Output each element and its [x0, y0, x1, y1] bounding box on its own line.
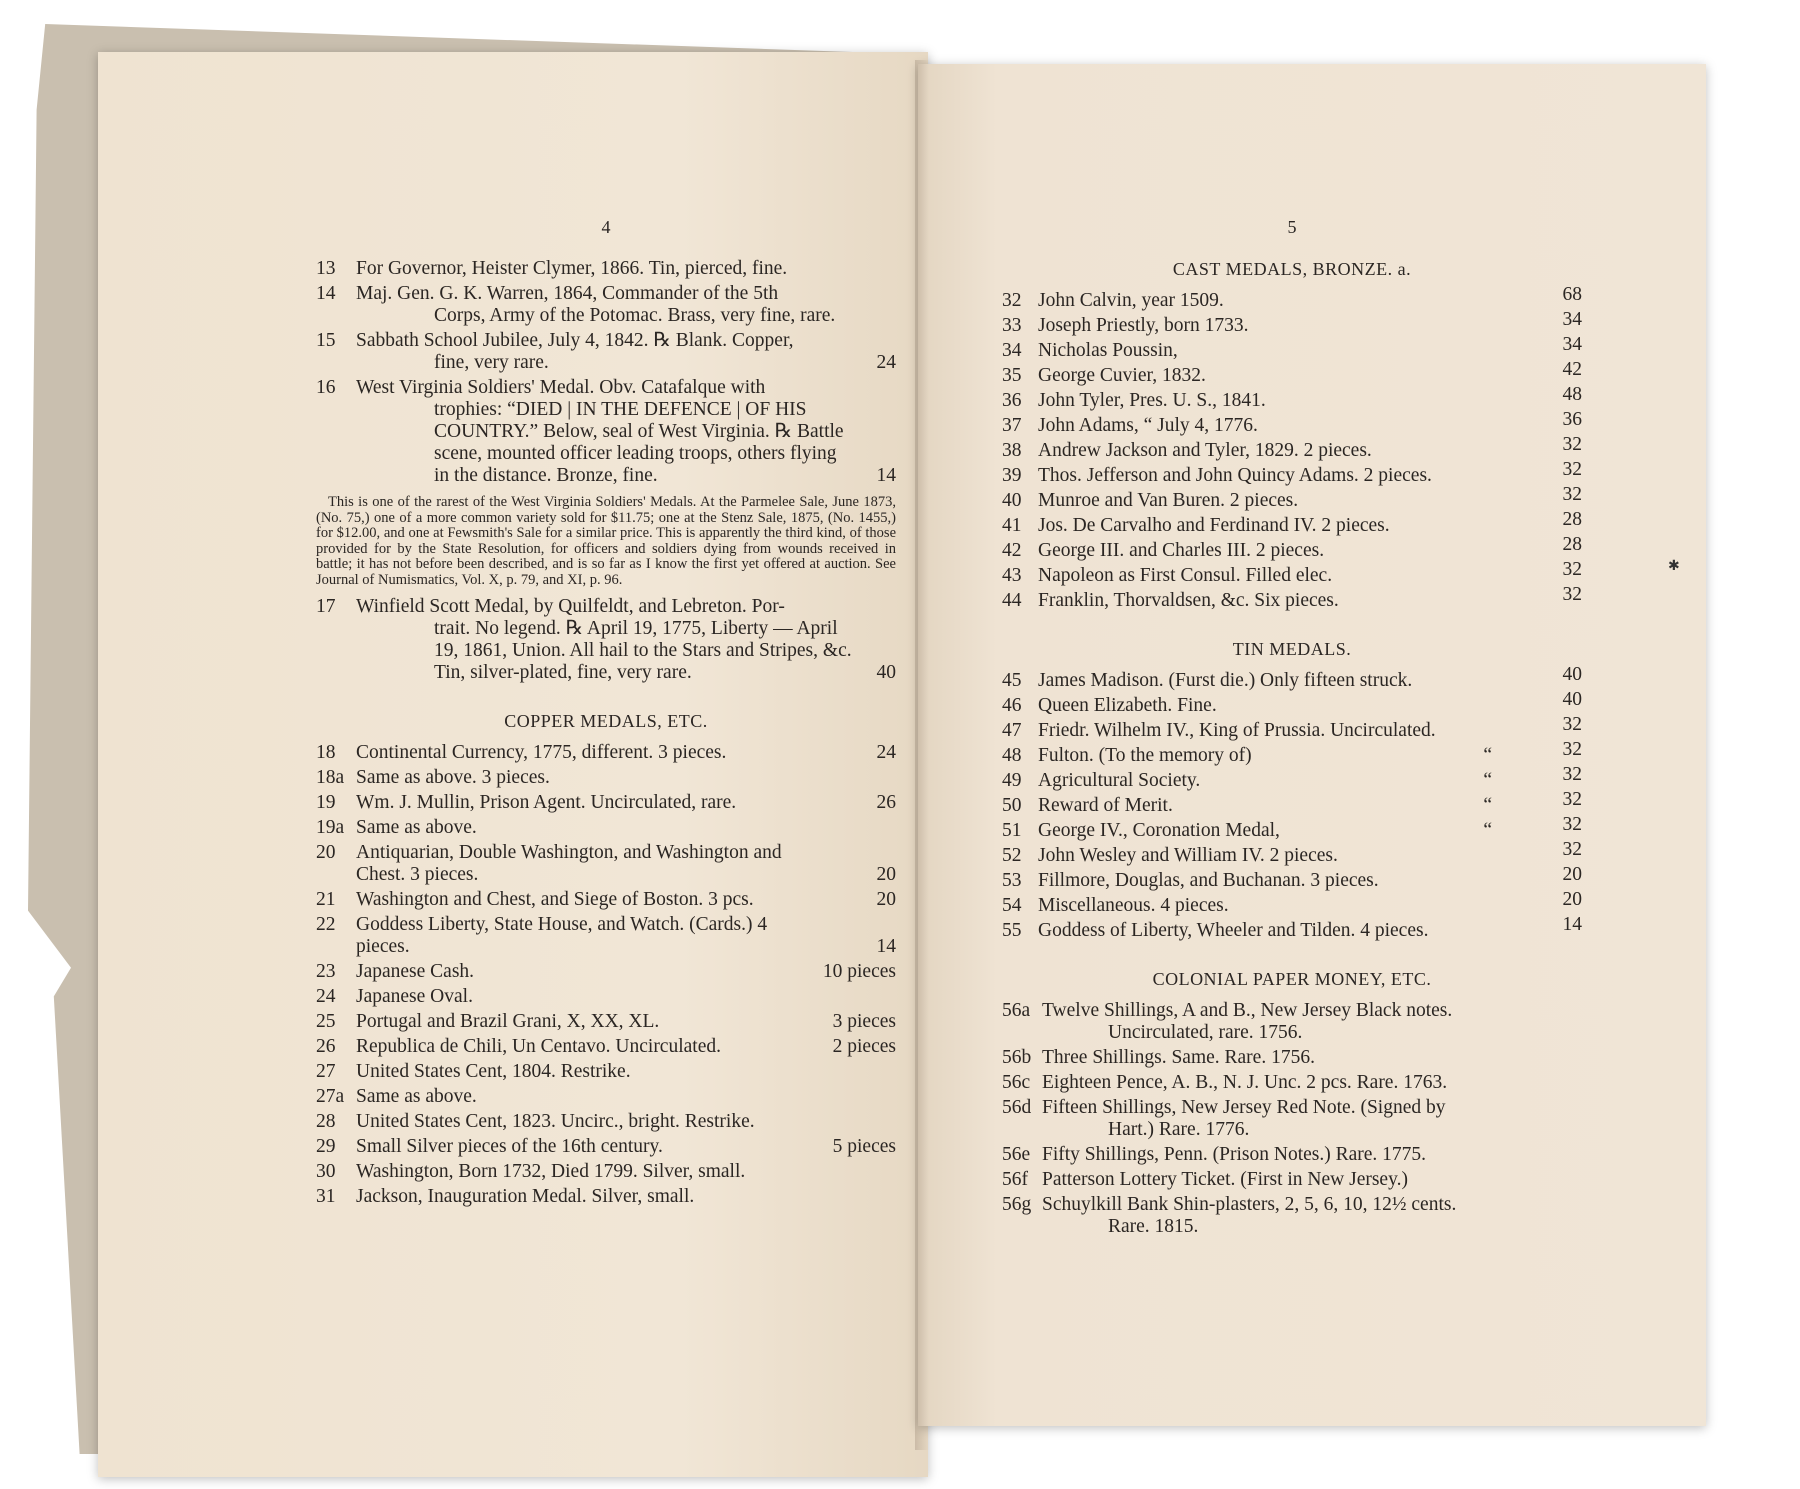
lot-entry [316, 767, 896, 789]
lot-entry [1002, 1169, 1582, 1191]
lot-number: 44 [1002, 590, 1022, 611]
lot-description: Eighteen Pence, A. B., N. J. Unc. 2 pcs. Rare. 1763. [1042, 1072, 1448, 1093]
lot-description: George III. and Charles III. 2 pieces. [1038, 540, 1325, 561]
lot-description: United States Cent, 1804. Restrike. [356, 1061, 631, 1082]
tin-medals-list [1002, 664, 1582, 942]
lot-number: 40 [1002, 490, 1022, 511]
lot-description: George Cuvier, 1832. [1038, 365, 1206, 386]
lot-price: 32 [1562, 739, 1582, 760]
lot-entry [316, 914, 896, 958]
lot-price: 34 [1562, 334, 1582, 355]
lot-number: 56f [1002, 1169, 1028, 1190]
lot-number: 46 [1002, 695, 1022, 716]
lot-number: 56c [1002, 1072, 1031, 1093]
lot-entry [1002, 1072, 1582, 1094]
lot-description: Twelve Shillings, A and B., New Jersey Black notes. [1042, 1000, 1453, 1021]
lot-description: Winfield Scott Medal, by Quilfeldt, and Lebreton. Por- [356, 596, 785, 617]
lot-description-cont: Corps, Army of the Potomac. Brass, very fine, rare. [434, 305, 836, 326]
lot-entry [1002, 664, 1582, 692]
lot-entry [1002, 914, 1582, 942]
lot-number: 53 [1002, 870, 1022, 891]
lot-description: Queen Elizabeth. Fine. [1038, 695, 1217, 716]
lot-entry [316, 792, 896, 814]
ditto-mark: “ [1483, 795, 1492, 816]
lot-entry [1002, 1097, 1582, 1141]
lot-price: 26 [876, 792, 896, 813]
lot-number: 49 [1002, 770, 1022, 791]
page-number: 4 [601, 217, 611, 237]
ditto-mark: “ [1483, 820, 1492, 841]
lot-description: Republica de Chili, Un Centavo. Uncirculated. [356, 1036, 721, 1057]
lot-number: 48 [1002, 745, 1022, 766]
lot-description: Fifteen Shillings, New Jersey Red Note. (Signed by [1042, 1097, 1446, 1118]
lot-price: 5 pieces [832, 1136, 896, 1157]
lot-number: 17 [316, 596, 336, 617]
lot-number: 32 [1002, 290, 1022, 311]
ditto-mark: “ [1483, 745, 1492, 766]
lot-description: Jackson, Inauguration Medal. Silver, small. [356, 1186, 695, 1207]
lot-price: 20 [1562, 889, 1582, 910]
lot-description: Fifty Shillings, Penn. (Prison Notes.) Rare. 1775. [1042, 1144, 1427, 1165]
lot-description: For Governor, Heister Clymer, 1866. Tin, pierced, fine. [356, 258, 788, 279]
lot-description: Munroe and Van Buren. 2 pieces. [1038, 490, 1299, 511]
lot-price: 32 [1562, 839, 1582, 860]
lot-price: 14 [1562, 914, 1582, 935]
lot-description: Franklin, Thorvaldsen, &c. Six pieces. [1038, 590, 1339, 611]
lot-description: Japanese Oval. [356, 986, 473, 1007]
lot-price: 32 [1562, 584, 1582, 605]
lot-number: 18a [316, 767, 345, 788]
lot-entry [1002, 359, 1582, 387]
colonial-paper-money-list [1002, 1000, 1582, 1238]
lot-price: 40 [1562, 689, 1582, 710]
lot-price: 10 pieces [822, 961, 896, 982]
right-page-text [1002, 216, 1582, 1241]
lot-entry [1002, 1000, 1582, 1044]
lot-description-cont: fine, very rare. [434, 352, 549, 373]
section-heading: COLONIAL PAPER MONEY, ETC. [1152, 969, 1432, 989]
lot-price: 2 pieces [832, 1036, 896, 1057]
lot-number: 50 [1002, 795, 1022, 816]
lot-description: Thos. Jefferson and John Quincy Adams. 2 pieces. [1038, 465, 1432, 486]
lot-number: 25 [316, 1011, 336, 1032]
lot-description: Nicholas Poussin, [1038, 340, 1178, 361]
lot-description: Washington and Chest, and Siege of Boston. 3 pcs. [356, 889, 754, 910]
lot-price: 28 [1562, 534, 1582, 555]
book-gutter [915, 60, 929, 1450]
lot-number: 30 [316, 1161, 336, 1182]
lot-description: Three Shillings. Same. Rare. 1756. [1042, 1047, 1315, 1068]
ditto-mark: “ [1483, 770, 1492, 791]
lot-price: 32 [1562, 764, 1582, 785]
page-number: 5 [1287, 217, 1297, 237]
lot-entry [1002, 714, 1582, 742]
lot-price: 40 [1562, 664, 1582, 685]
lot-entry [316, 596, 896, 684]
lot-entry [1002, 864, 1582, 892]
lot-description: Jos. De Carvalho and Ferdinand IV. 2 pieces. [1038, 515, 1390, 536]
lot-entry [1002, 789, 1582, 817]
lot-description: Fulton. (To the memory of) [1038, 745, 1252, 766]
lot-price: 20 [876, 864, 896, 885]
lot-number: 24 [316, 986, 336, 1007]
lot-price: 32 [1562, 459, 1582, 480]
lot-price: 42 [1562, 359, 1582, 380]
lot-entry [1002, 584, 1582, 612]
lot-number: 19 [316, 792, 336, 813]
lot-price: 48 [1562, 384, 1582, 405]
lot-entry [1002, 1194, 1582, 1238]
lot-description: John Calvin, year 1509. [1038, 290, 1224, 311]
lot-entry [316, 258, 896, 280]
lot-description: George IV., Coronation Medal, [1038, 820, 1280, 841]
lot-entry [1002, 839, 1582, 867]
lot-entry [316, 1036, 896, 1058]
lot-description: Same as above. 3 pieces. [356, 767, 550, 788]
lot-description: Agricultural Society. [1038, 770, 1201, 791]
lot-number: 37 [1002, 415, 1022, 436]
lot-price: 68 [1562, 284, 1582, 305]
lot-entry [1002, 1047, 1582, 1069]
lot-entry [1002, 309, 1582, 337]
lot-number: 47 [1002, 720, 1022, 741]
lot-entry [1002, 384, 1582, 412]
lot-price: 14 [876, 465, 896, 486]
lot-price: 28 [1562, 509, 1582, 530]
lot-entry [316, 377, 896, 487]
lot-entry [1002, 889, 1582, 917]
lot-entry [1002, 689, 1582, 717]
lot-description: United States Cent, 1823. Uncirc., bright. Restrike. [356, 1111, 755, 1132]
lot-number: 23 [316, 961, 336, 982]
lot-entry [316, 961, 896, 983]
lot-number: 14 [316, 283, 336, 304]
lot-entry [1002, 434, 1582, 462]
lot-entry [1002, 509, 1582, 537]
lot-description-cont: trophies: “DIED | IN THE DEFENCE | OF HIS COUNTRY.” Below, seal of West Virginia. ℞ Battle scene, mounted officer leading troops, others flying in the distance. Bronze, fine. [434, 399, 844, 486]
lot-number: 22 [316, 914, 336, 935]
lot-number: 16 [316, 377, 336, 398]
lot-price: 14 [876, 936, 896, 957]
section-heading: COPPER MEDALS, ETC. [504, 711, 708, 731]
lot-entry [1002, 814, 1582, 842]
lot-entry [316, 283, 896, 327]
lot-description: Goddess of Liberty, Wheeler and Tilden. 4 pieces. [1038, 920, 1429, 941]
lot-entry [316, 986, 896, 1008]
lot-price: 32 [1562, 814, 1582, 835]
lot-entry [316, 1011, 896, 1033]
section-heading: CAST MEDALS, BRONZE. a. [1172, 259, 1412, 279]
lot-number: 42 [1002, 540, 1022, 561]
lot-number: 54 [1002, 895, 1022, 916]
lot-number: 51 [1002, 820, 1022, 841]
lot-description: Same as above. [356, 817, 477, 838]
lot-description: John Wesley and William IV. 2 pieces. [1038, 845, 1338, 866]
lot-number: 18 [316, 742, 336, 763]
lot-description-cont: trait. No legend. ℞ April 19, 1775, Liberty — April 19, 1861, Union. All hail to the Stars and Stripes, &c. Tin, silver-plated, fine, very rare. [434, 618, 852, 683]
lot-description: Continental Currency, 1775, different. 3 pieces. [356, 742, 727, 763]
lot-price: 20 [876, 889, 896, 910]
lot-description: Fillmore, Douglas, and Buchanan. 3 pieces. [1038, 870, 1379, 891]
lot-entry [1002, 459, 1582, 487]
lot-price: 34 [1562, 309, 1582, 330]
lot-price: 32 [1562, 789, 1582, 810]
lot-description-cont: Uncirculated, rare. 1756. [1108, 1022, 1303, 1043]
lot-price: 36 [1562, 409, 1582, 430]
lot-description: Same as above. [356, 1086, 477, 1107]
lot-number: 38 [1002, 440, 1022, 461]
lot-number: 33 [1002, 315, 1022, 336]
lot-number: 52 [1002, 845, 1022, 866]
lot-description: Patterson Lottery Ticket. (First in New Jersey.) [1042, 1169, 1408, 1190]
left-page-text [316, 216, 896, 1211]
lot-number: 56g [1002, 1194, 1032, 1215]
lot-entry [316, 1136, 896, 1158]
lot-description: James Madison. (Furst die.) Only fifteen struck. [1038, 670, 1413, 691]
lot-number: 56a [1002, 1000, 1031, 1021]
lot-entry [1002, 764, 1582, 792]
lot-description: Maj. Gen. G. K. Warren, 1864, Commander of the 5th [356, 283, 779, 304]
lot-entry [316, 330, 896, 374]
lot-note: This is one of the rarest of the West Virginia Soldiers' Medals. At the Parmelee Sale, June 1873, (No. 75,) one of a more common variety sold for $11.75; one at the Stenz Sale, 1875, (No. 1455,) for $12.00, and one at Fewsmith's Sale for a similar price. This is apparently the third kind, of those provided for by the State Resolution, for officers and soldiers dying from wounds received in battle; it has not before been described, and is so far as I know the first yet offered at auction. See Journal of Numismatics, Vol. X, p. 79, and XI, p. 96. [316, 494, 896, 588]
lot-number: 56e [1002, 1144, 1031, 1165]
lot-number: 36 [1002, 390, 1022, 411]
lot-entry [1002, 559, 1582, 587]
lot-description: Antiquarian, Double Washington, and Washington and Chest. 3 pieces. [356, 842, 782, 885]
lot-description: Japanese Cash. [356, 961, 475, 982]
lot-price: 32 [1562, 714, 1582, 735]
lot-price: 40 [876, 662, 896, 683]
lot-number: 34 [1002, 340, 1022, 361]
lot-number: 31 [316, 1186, 336, 1207]
lot-number: 28 [316, 1111, 336, 1132]
lot-number: 56d [1002, 1097, 1032, 1118]
lot-number: 21 [316, 889, 336, 910]
lot-description: Portugal and Brazil Grani, X, XX, XL. [356, 1011, 660, 1032]
lot-description: Sabbath School Jubilee, July 4, 1842. ℞ Blank. Copper, [356, 330, 794, 351]
lot-price: 3 pieces [832, 1011, 896, 1032]
lot-number: 13 [316, 258, 336, 279]
lot-price: 24 [876, 352, 896, 373]
lot-entry [1002, 534, 1582, 562]
lot-number: 35 [1002, 365, 1022, 386]
lot-description: Miscellaneous. 4 pieces. [1038, 895, 1229, 916]
lot-description: Andrew Jackson and Tyler, 1829. 2 pieces. [1038, 440, 1372, 461]
lot-description: John Tyler, Pres. U. S., 1841. [1038, 390, 1266, 411]
lot-number: 55 [1002, 920, 1022, 941]
lot-description: Schuylkill Bank Shin-plasters, 2, 5, 6, 10, 12½ cents. [1042, 1194, 1457, 1215]
lot-description: Washington, Born 1732, Died 1799. Silver, small. [356, 1161, 746, 1182]
section-heading: TIN MEDALS. [1232, 639, 1352, 659]
lot-entry [316, 1186, 896, 1208]
lot-price: 32 [1562, 559, 1582, 580]
lot-number: 20 [316, 842, 336, 863]
lot-entry [1002, 284, 1582, 312]
lot-description: Reward of Merit. [1038, 795, 1173, 816]
lot-entry [316, 742, 896, 764]
lot-number: 19a [316, 817, 345, 838]
lot-number: 39 [1002, 465, 1022, 486]
lot-entry [1002, 409, 1582, 437]
lot-price: 32 [1562, 434, 1582, 455]
lot-number: 27 [316, 1061, 336, 1082]
lot-price: 32 [1562, 484, 1582, 505]
lot-entry [316, 1111, 896, 1133]
lot-number: 41 [1002, 515, 1022, 536]
lot-description: Joseph Priestly, born 1733. [1038, 315, 1249, 336]
lot-description-cont: Hart.) Rare. 1776. [1108, 1119, 1250, 1140]
copper-medals-list [316, 742, 896, 1208]
cast-medals-list [1002, 284, 1582, 612]
paper-speck: ✱ [1668, 559, 1680, 574]
lot-number: 29 [316, 1136, 336, 1157]
lot-description: Small Silver pieces of the 16th century. [356, 1136, 663, 1157]
lot-entry [316, 817, 896, 839]
lot-entry [316, 889, 896, 911]
lot-description: Napoleon as First Consul. Filled elec. [1038, 565, 1333, 586]
lot-description: Wm. J. Mullin, Prison Agent. Uncirculated, rare. [356, 792, 737, 813]
lot-number: 15 [316, 330, 336, 351]
lot-number: 27a [316, 1086, 345, 1107]
lot-entry [1002, 484, 1582, 512]
lot-entry [316, 842, 896, 886]
lot-description-cont: Rare. 1815. [1108, 1216, 1199, 1237]
lot-price: 20 [1562, 864, 1582, 885]
lot-number: 43 [1002, 565, 1022, 586]
lot-number: 26 [316, 1036, 336, 1057]
lot-number: 45 [1002, 670, 1022, 691]
lot-description: West Virginia Soldiers' Medal. Obv. Catafalque with [356, 377, 766, 398]
lot-entry [316, 1086, 896, 1108]
lot-entry [1002, 739, 1582, 767]
lot-entry [1002, 1144, 1582, 1166]
lot-description: Goddess Liberty, State House, and Watch. (Cards.) 4 pieces. [356, 914, 768, 957]
lot-entry [316, 1161, 896, 1183]
lot-entry [1002, 334, 1582, 362]
lot-description: Friedr. Wilhelm IV., King of Prussia. Uncirculated. [1038, 720, 1436, 741]
lot-price: 24 [876, 742, 896, 763]
lot-entry [316, 1061, 896, 1083]
lot-description: John Adams, “ July 4, 1776. [1038, 415, 1258, 436]
lot-number: 56b [1002, 1047, 1032, 1068]
